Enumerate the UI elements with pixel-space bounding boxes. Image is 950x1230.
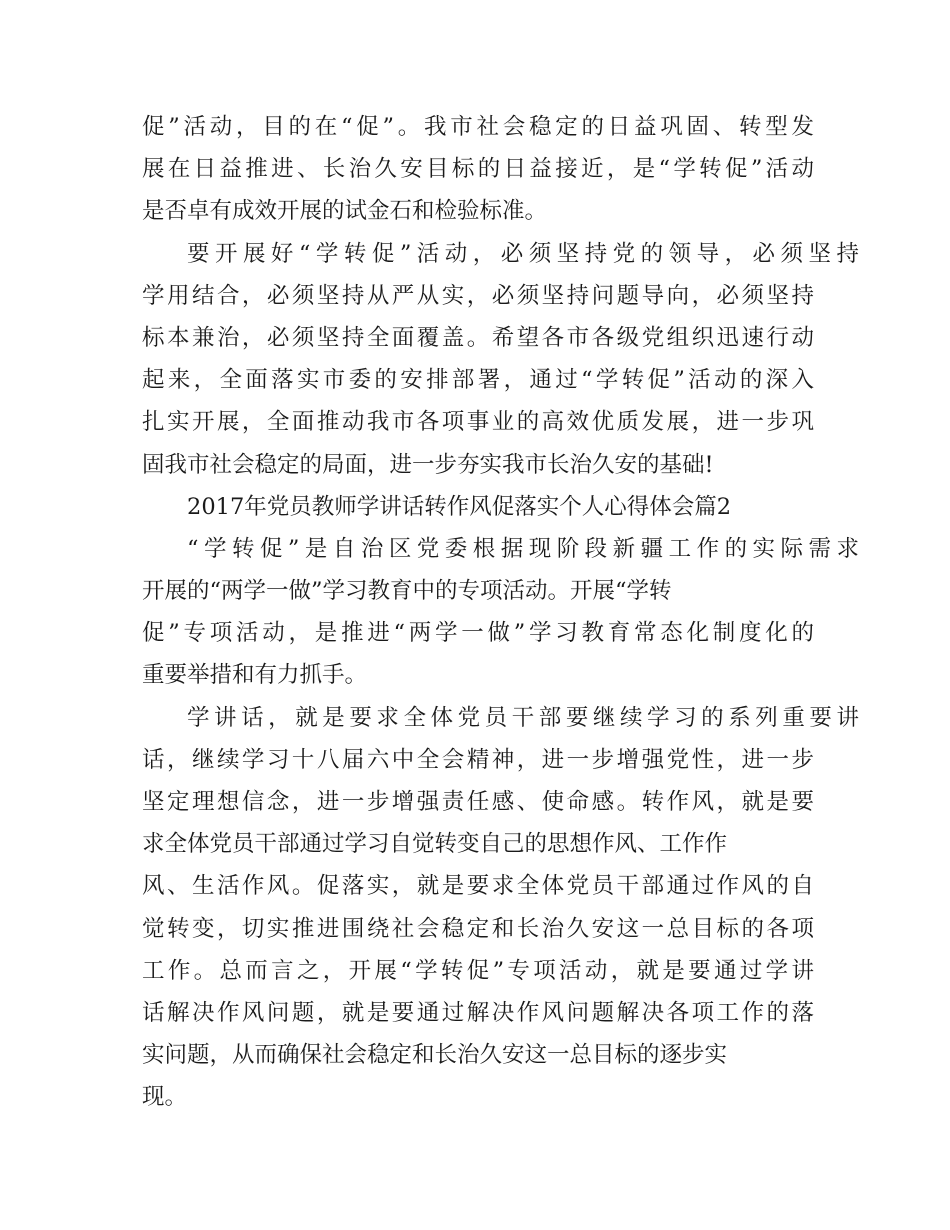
text-line: 实问题，从而确保社会稳定和长治久安这一总目标的逐步实 — [142, 1042, 728, 1069]
text-line: 标本兼治，必须坚持全面覆盖。希望各市各级党组织迅速行动 — [142, 324, 814, 351]
text-line: 风、生活作风。促落实，就是要求全体党员干部通过作风的自 — [142, 873, 814, 900]
text-line: 起来，全面落实市委的安排部署，通过“学转促”活动的深入 — [142, 367, 814, 394]
text-line: 重要举措和有力抓手。 — [142, 662, 368, 689]
text-line: 工作。总而言之，开展“学转促”专项活动，就是要通过学讲 — [142, 957, 814, 984]
text-line: 是否卓有成效开展的试金石和检验标准。 — [142, 198, 548, 225]
text-line: 坚定理想信念，进一步增强责任感、使命感。转作风，就是要 — [142, 789, 814, 815]
text-line: 促”专项活动，是推进“两学一做”学习教育常态化制度化的 — [142, 620, 814, 647]
paragraph-first-line: “学转促”是自治区党委根据现阶段新疆工作的实际需求 — [187, 535, 859, 562]
text-line: 学用结合，必须坚持从严从实，必须坚持问题导向，必须坚持 — [142, 282, 814, 309]
paragraph-first-line: 学讲话，就是要求全体党员干部要继续学习的系列重要讲 — [187, 704, 859, 731]
section-heading: 2017年党员教师学讲话转作风促落实个人心得体会篇2 — [187, 493, 732, 520]
text-line: 固我市社会稳定的局面，进一步夯实我市长治久安的基础! — [142, 451, 714, 478]
text-line: 求全体党员干部通过学习自觉转变自己的思想作风、工作作 — [142, 831, 728, 858]
text-line: 促”活动，目的在“促”。我市社会稳定的日益巩固、转型发 — [142, 114, 814, 140]
text-line: 话解决作风问题，就是要通过解决作风问题解决各项工作的落 — [142, 999, 814, 1026]
text-line: 展在日益推进、长治久安目标的日益接近，是“学转促”活动 — [142, 156, 814, 183]
text-line: 话，继续学习十八届六中全会精神，进一步增强党性，进一步 — [142, 746, 814, 773]
text-line: 觉转变，切实推进围绕社会稳定和长治久安这一总目标的各项 — [142, 915, 814, 942]
text-line: 扎实开展，全面推动我市各项事业的高效优质发展，进一步巩 — [142, 409, 814, 436]
text-line: 现。 — [142, 1084, 188, 1111]
document-body — [142, 106, 859, 1119]
paragraph-first-line: 要开展好“学转促”活动，必须坚持党的领导，必须坚持 — [187, 240, 859, 267]
text-line: 开展的“两学一做”学习教育中的专项活动。开展“学转 — [142, 578, 672, 605]
